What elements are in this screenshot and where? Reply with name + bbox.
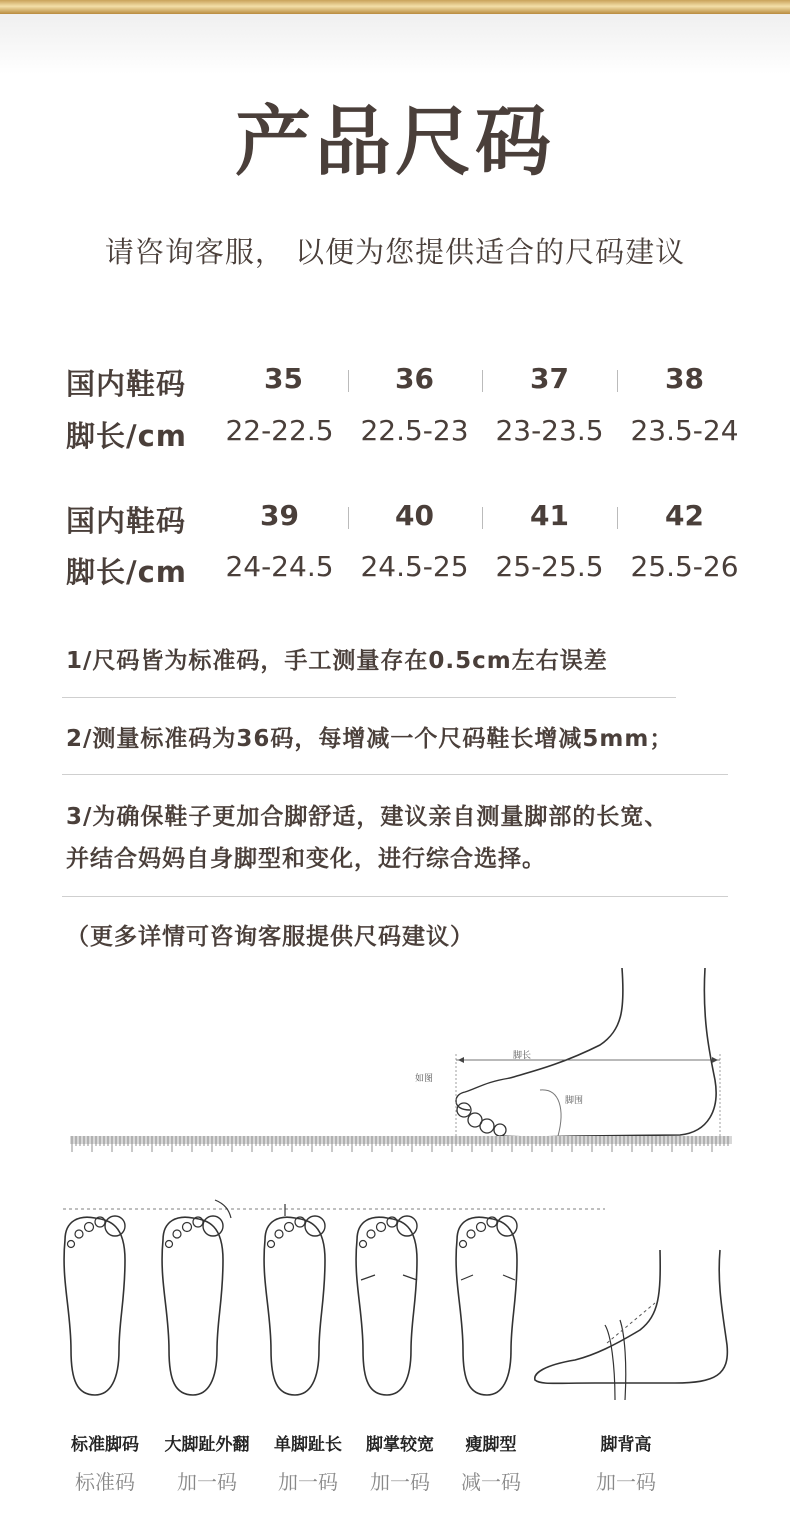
size-cell: 40 (395, 499, 434, 532)
size-cell: 37 (530, 362, 569, 395)
length-label: 脚长/cm (66, 555, 188, 589)
gold-top-bar (0, 0, 790, 14)
size-cell: 35 (264, 362, 303, 395)
foot-narrow (456, 1216, 517, 1395)
size-cell: 39 (260, 499, 299, 532)
divider (62, 896, 728, 897)
foot-type-label: 大脚趾外翻 (164, 1435, 250, 1455)
foot-type-size: 减一码 (461, 1470, 521, 1494)
foot-type-size: 加一码 (596, 1470, 656, 1494)
length-cell: 25.5-26 (630, 550, 739, 583)
size-label: 国内鞋码 (66, 504, 187, 538)
size-label: 国内鞋码 (66, 367, 187, 401)
note-2: 2/测量标准码为36码，每增减一个尺码鞋长增减5mm； (66, 726, 674, 752)
foot-high-instep (535, 1250, 728, 1400)
foot-type-size: 加一码 (177, 1470, 237, 1494)
note-1: 1/尺码皆为标准码，手工测量存在0.5cm左右误差 (66, 648, 608, 674)
foot-type-label: 瘦脚型 (465, 1435, 517, 1455)
size-row-1 (66, 362, 766, 402)
foot-type-size: 标准码 (75, 1470, 135, 1494)
size-cell: 36 (395, 362, 434, 395)
top-shade (0, 14, 790, 74)
more-info-text: （更多详情可咨询客服提供尺码建议） (66, 924, 474, 950)
foot-long-toe (264, 1204, 325, 1395)
diagram-ruyin-label: 如图 (415, 1074, 434, 1084)
foot-type-size: 加一码 (370, 1470, 430, 1494)
note-3-line2: 并结合妈妈自身脚型和变化，进行综合选择。 (66, 846, 546, 872)
length-cell: 24-24.5 (225, 550, 334, 583)
length-cell: 23.5-24 (630, 414, 739, 447)
length-cell: 22-22.5 (225, 414, 334, 447)
foot-types-illustration (55, 1195, 745, 1410)
length-cell: 23-23.5 (495, 414, 604, 447)
page-subtitle: 请咨询客服， 以便为您提供适合的尺码建议 (104, 235, 686, 269)
length-row-2 (66, 550, 766, 590)
length-cell: 22.5-23 (360, 414, 469, 447)
length-label: 脚长/cm (66, 419, 188, 453)
length-cell: 25-25.5 (495, 550, 604, 583)
divider (62, 774, 728, 775)
note-3-line1: 3/为确保鞋子更加合脚舒适，建议亲自测量脚部的长宽、 (66, 804, 669, 830)
diagram-length-label: 脚长 (513, 1051, 532, 1061)
size-row-2 (66, 499, 766, 539)
foot-type-size: 加一码 (278, 1470, 338, 1494)
foot-standard (64, 1216, 125, 1395)
foot-type-label: 单脚趾长 (274, 1435, 342, 1455)
foot-type-label: 脚掌较宽 (366, 1435, 434, 1455)
foot-type-label: 脚背高 (600, 1435, 652, 1455)
length-cell: 24.5-25 (360, 550, 469, 583)
foot-wide (356, 1216, 417, 1395)
size-cell: 41 (530, 499, 569, 532)
diagram-girth-label: 脚围 (565, 1096, 584, 1106)
size-cell: 42 (665, 499, 704, 532)
divider (62, 697, 676, 698)
length-row-1 (66, 414, 766, 454)
size-cell: 38 (665, 362, 704, 395)
page-title: 产品尺码 (235, 97, 555, 186)
foot-type-label: 标准脚码 (71, 1435, 139, 1455)
foot-measure-illustration (60, 960, 740, 1160)
foot-bunion (162, 1200, 231, 1395)
